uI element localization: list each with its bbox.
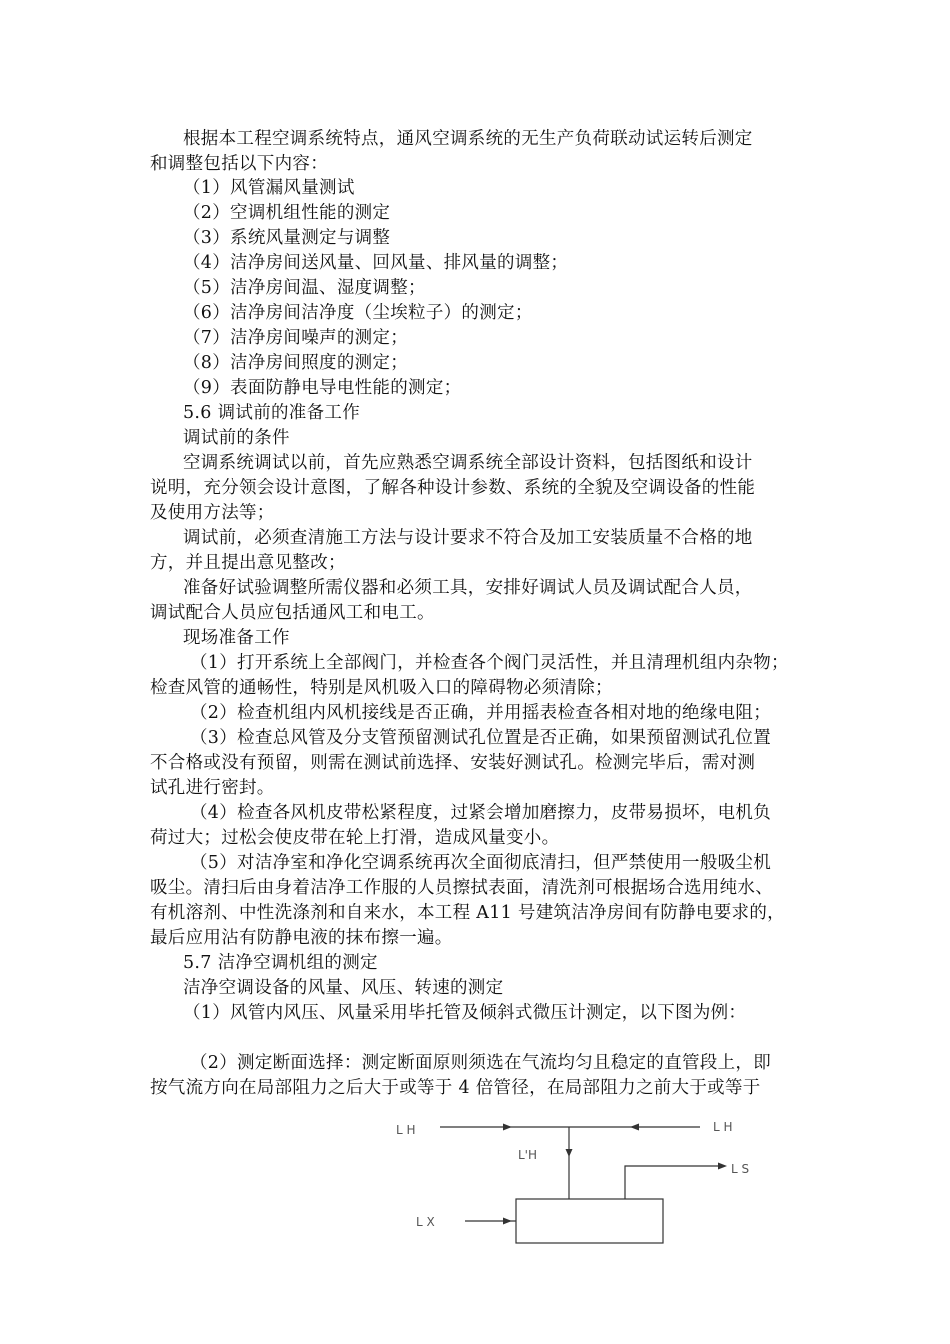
subheading-measure: 洁净空调设备的风量、风压、转速的测定 — [183, 978, 504, 998]
paragraph-line: 吸尘。清扫后由身着洁净工作服的人员擦拭表面，清洗剂可根据场合选用纯水、 — [150, 878, 773, 898]
intro-line-1: 根据本工程空调系统特点，通风空调系统的无生产负荷联动试运转后测定 — [183, 129, 753, 149]
list-item: （5）洁净房间温、湿度调整； — [183, 278, 426, 298]
paragraph-line: （2）检查机组内风机接线是否正确，并用摇表检查各相对地的绝缘电阻； — [190, 703, 772, 723]
paragraph-line: 荷过大；过松会使皮带在轮上打滑，造成风量变小。 — [150, 828, 560, 848]
label-lh-left: L H — [396, 1123, 416, 1137]
list-item: （2）空调机组性能的测定 — [183, 203, 391, 223]
intro-line-2: 和调整包括以下内容： — [150, 154, 328, 174]
label-lh-right: L H — [713, 1120, 733, 1134]
paragraph-line: 检查风管的通畅性，特别是风机吸入口的障碍物必须清除； — [150, 678, 613, 698]
paragraph-line: （4）检查各风机皮带松紧程度，过紧会增加磨擦力，皮带易损坏，电机负 — [190, 803, 772, 823]
label-lh-prime: L'H — [518, 1148, 538, 1162]
arrow-down-icon — [566, 1149, 573, 1157]
list-item: （1）风管漏风量测试 — [183, 178, 355, 198]
paragraph-line: （1）风管内风压、风量采用毕托管及倾斜式微压计测定，以下图为例： — [183, 1003, 747, 1023]
paragraph-line: 调试前，必须查清施工方法与设计要求不符合及加工安装质量不合格的地 — [183, 528, 753, 548]
label-lx: L X — [416, 1215, 435, 1229]
paragraph-line: 按气流方向在局部阻力之后大于或等于 4 倍管径，在局部阻力之前大于或等于 — [150, 1078, 761, 1098]
list-item: （7）洁净房间噪声的测定； — [183, 328, 409, 348]
paragraph-line: 方，并且提出意见整改； — [150, 553, 346, 573]
paragraph-line: （5）对洁净室和净化空调系统再次全面彻底清扫，但严禁使用一般吸尘机 — [190, 853, 772, 873]
supply-duct-line — [625, 1166, 720, 1199]
list-item: （6）洁净房间洁净度（尘埃粒子）的测定； — [183, 303, 533, 323]
paragraph-line: 及使用方法等； — [150, 503, 275, 523]
paragraph-line: （3）检查总风管及分支管预留测试孔位置是否正确，如果预留测试孔位置 — [190, 728, 772, 748]
paragraph-line: 说明，充分领会设计意图，了解各种设计参数、系统的全貌及空调设备的性能 — [150, 478, 756, 498]
label-ls: L S — [731, 1162, 750, 1176]
paragraph-line: 调试配合人员应包括通风工和电工。 — [150, 603, 435, 623]
subheading-site-prep: 现场准备工作 — [183, 628, 290, 648]
list-item: （4）洁净房间送风量、回风量、排风量的调整； — [183, 253, 569, 273]
list-item: （3）系统风量测定与调整 — [183, 228, 391, 248]
air-handling-unit-box — [516, 1199, 663, 1243]
paragraph-line: 准备好试验调整所需仪器和必须工具，安排好调试人员及调试配合人员， — [183, 578, 753, 598]
arrow-right-icon — [718, 1163, 727, 1170]
arrow-left-icon — [630, 1124, 639, 1131]
paragraph-line: （1）打开系统上全部阀门，并检查各个阀门灵活性，并且清理机组内杂物； — [190, 653, 789, 673]
paragraph-line: 空调系统调试以前，首先应熟悉空调系统全部设计资料，包括图纸和设计 — [183, 453, 753, 473]
paragraph-line: 不合格或没有预留，则需在测试前选择、安装好测试孔。检测完毕后，需对测 — [150, 753, 756, 773]
arrow-right-icon — [503, 1218, 512, 1225]
paragraph-line: 最后应用沾有防静电液的抹布擦一遍。 — [150, 928, 453, 948]
list-item: （9）表面防静电导电性能的测定； — [183, 378, 462, 398]
list-item: （8）洁净房间照度的测定； — [183, 353, 409, 373]
paragraph-line: 有机溶剂、中性洗涤剂和自来水，本工程 A11 号建筑洁净房间有防静电要求的， — [150, 903, 785, 923]
arrow-right-icon — [503, 1124, 512, 1131]
paragraph-line: 试孔进行密封。 — [150, 778, 275, 798]
subheading-conditions: 调试前的条件 — [183, 428, 290, 448]
paragraph-line: （2）测定断面选择：测定断面原则须选在气流均匀且稳定的直管段上，即 — [190, 1053, 772, 1073]
section-heading-5-6: 5.6 调试前的准备工作 — [183, 403, 360, 423]
section-heading-5-7: 5.7 洁净空调机组的测定 — [183, 953, 378, 973]
